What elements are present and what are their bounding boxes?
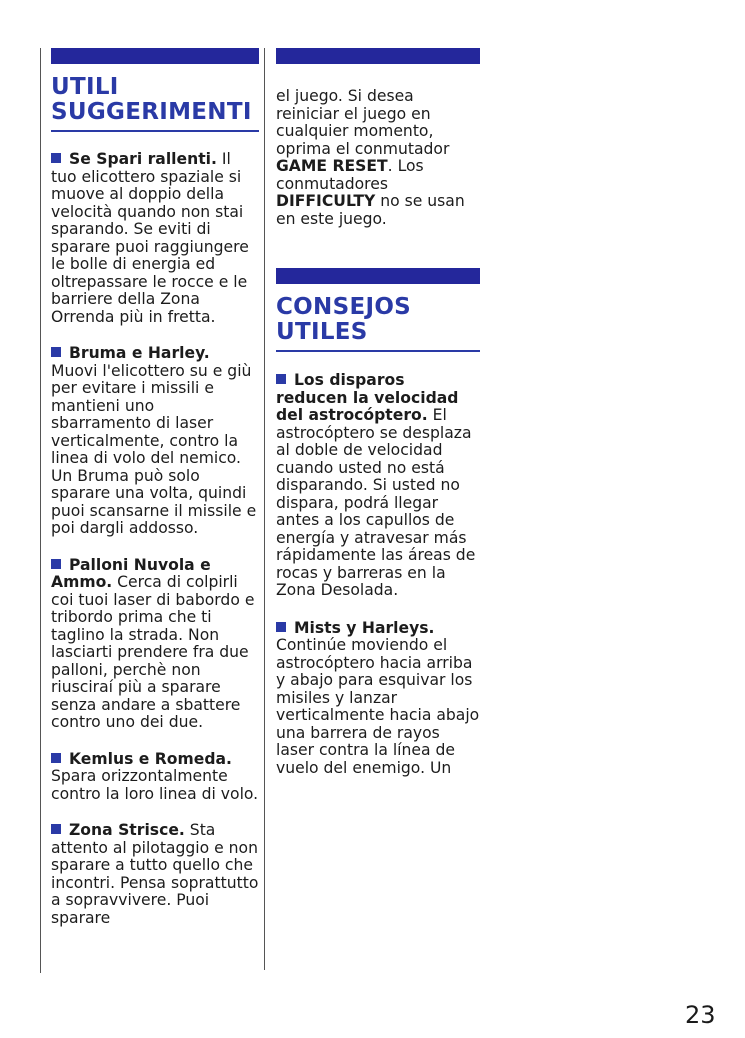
tip-text: Muovi l'elicottero su e giù per evitare i missili e mantieni uno sbarramento di laser verticalmente, contro la linea di volo del nemico. Un Bruma può solo sparare una volta, quindi puoi scansarne il missile e poi dargli addosso. — [51, 361, 257, 537]
tip-paragraph — [51, 345, 259, 538]
italian-column — [51, 48, 259, 927]
tip-text: Cerca di colpirli coi tuoi laser di babordo e tribordo prima che ti taglino la strada. Non lasciarti prendere fra due palloni, perchè non riusciraí più a sparare senza andare a sbattere contro uno dei due. — [51, 573, 255, 731]
bullet-square-icon — [51, 153, 61, 163]
tip-text: Continúe moviendo el astrocóptero hacia arriba y abajo para esquivar los misiles y lanzar verticalmente hacia abajo una barrera de rayos laser contra la línea de vuelo del enemigo. Un — [276, 636, 480, 777]
tip-title: Bruma e Harley. — [69, 344, 210, 362]
tip-paragraph — [51, 822, 259, 927]
tip-paragraph — [276, 372, 480, 600]
continuation-text: . Los conmutadores — [276, 157, 424, 193]
spanish-column — [276, 48, 480, 777]
tip-text: Il tuo elicottero spaziale si muove al doppio della velocità quando non stai sparando. Se eviti di sparare puoi raggiungere le bolle di energia ed oltrepassare le rocce e le barriere della Zona Orrenda più in fretta. — [51, 150, 249, 326]
tip-paragraph — [51, 751, 259, 804]
heading-line: SUGGERIMENTI — [51, 99, 252, 125]
section-bar — [276, 268, 480, 284]
tip-title: Se Spari rallenti. — [69, 150, 217, 168]
tip-title: Los disparos reducen la velocidad del astrocóptero. — [276, 371, 459, 424]
column-divider-rule — [264, 48, 265, 970]
continuation-text: no se usan en este juego. — [276, 192, 465, 228]
page-number: 23 — [685, 1001, 716, 1029]
tip-title: Palloni Nuvola e Ammo. — [51, 555, 211, 591]
bullet-square-icon — [51, 753, 61, 763]
bullet-square-icon — [51, 824, 61, 834]
section-bar — [276, 48, 480, 64]
bullet-square-icon — [51, 347, 61, 357]
bullet-square-icon — [51, 559, 61, 569]
game-reset-label: GAME RESET — [276, 157, 388, 175]
heading-line: UTILES — [276, 319, 368, 345]
heading-line: UTILI — [51, 74, 119, 100]
tip-title: Mists y Harleys. — [294, 618, 435, 637]
tip-paragraph — [51, 151, 259, 326]
tip-title: Kemlus e Romeda. — [69, 749, 232, 768]
tip-paragraph — [276, 620, 480, 778]
bullet-square-icon — [276, 374, 286, 384]
tip-text: Spara orizzontalmente contro la loro linea di volo. — [51, 767, 259, 803]
continuation-text: el juego. Si desea reiniciar el juego en cualquier momento, oprima el conmutador — [276, 87, 450, 158]
continuation-paragraph — [276, 88, 480, 228]
section-heading-spanish — [276, 295, 480, 345]
section-heading-italian — [51, 75, 259, 125]
difficulty-label: DIFFICULTY — [276, 192, 376, 210]
heading-rule — [51, 130, 259, 132]
heading-rule — [276, 350, 480, 352]
tip-text: Sta attento al pilotaggio e non sparare a tutto quello che incontri. Pensa soprattutto a sopravvivere. Puoi sparare — [51, 821, 259, 927]
section-bar — [51, 48, 259, 64]
tip-title: Zona Strisce. — [69, 821, 185, 839]
left-margin-rule — [40, 48, 41, 973]
heading-line: CONSEJOS — [276, 294, 412, 320]
tip-paragraph — [51, 557, 259, 732]
tip-text: El astrocóptero se desplaza al doble de velocidad cuando usted no está disparando. Si usted no dispara, podrá llegar antes a los capullos de energía y atravesar más rápidamente las áreas de rocas y barreras en la Zona Desolada. — [276, 406, 476, 599]
bullet-square-icon — [276, 622, 286, 632]
